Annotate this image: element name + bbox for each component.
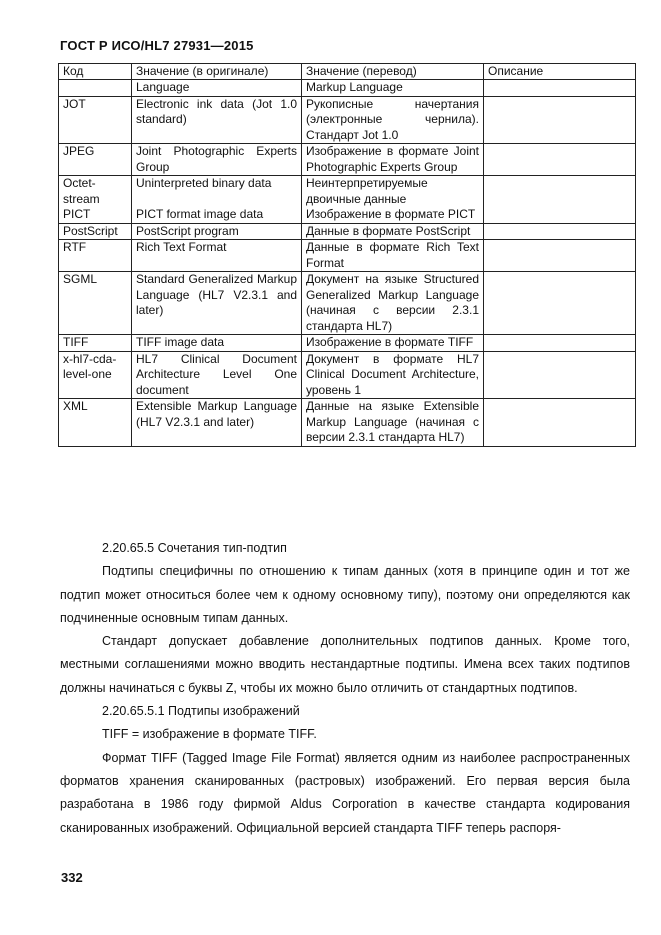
table-row (59, 144, 636, 176)
cell-code: JPEG (59, 144, 132, 176)
paragraph: TIFF = изображение в формате TIFF. (102, 727, 317, 742)
cell-code: PostScript (59, 223, 132, 240)
cell-description (484, 272, 636, 335)
section-heading: 2.20.65.5 Сочетания тип-подтип (102, 541, 287, 555)
table-row (59, 207, 636, 223)
cell-original: Electronic ink data (Jot 1.0 standard) (132, 96, 302, 144)
cell-code: PICT (59, 207, 132, 223)
table-row (59, 223, 636, 240)
cell-original: HL7 Clinical Document Architecture Level One document (132, 351, 302, 399)
page-number: 332 (61, 870, 83, 885)
table-row (59, 240, 636, 272)
cell-code: TIFF (59, 335, 132, 352)
mime-subtype-table (58, 63, 636, 447)
cell-translation: Данные в формате Rich Text Format (302, 240, 484, 272)
cell-code: SGML (59, 272, 132, 335)
body-text (60, 537, 630, 840)
cell-code: RTF (59, 240, 132, 272)
cell-description (484, 96, 636, 144)
cell-original: Uninterpreted binary data (132, 176, 302, 208)
cell-description (484, 399, 636, 447)
cell-code (59, 80, 132, 97)
cell-original: TIFF image data (132, 335, 302, 352)
table-row-continuation (59, 80, 636, 97)
subsection-heading: 2.20.65.5.1 Подтипы изображений (102, 704, 300, 719)
table-row (59, 96, 636, 144)
cell-translation: Изображение в формате Joint Photographic Experts Group (302, 144, 484, 176)
cell-code: x-hl7-cda-level-one (59, 351, 132, 399)
table-row (59, 335, 636, 352)
cell-code: XML (59, 399, 132, 447)
cell-original: Rich Text Format (132, 240, 302, 272)
cell-description (484, 80, 636, 97)
cell-translation: Изображение в формате TIFF (302, 335, 484, 352)
cell-translation: Рукописные начертания (электронные чернила). Стандарт Jot 1.0 (302, 96, 484, 144)
cell-original: PICT format image data (132, 207, 302, 223)
table-row (59, 351, 636, 399)
cell-description (484, 176, 636, 208)
cell-original: PostScript program (132, 223, 302, 240)
column-header-original: Значение (в оригинале) (132, 64, 302, 80)
cell-original: Joint Photographic Experts Group (132, 144, 302, 176)
cell-original: Language (132, 80, 302, 97)
cell-description (484, 335, 636, 352)
paragraph: Формат TIFF (Tagged Image File Format) является одним из наиболее распространенных форматов хранения сканированных (растровых) изображений. Его первая версия была разработана в 1986 году фирмой Aldus Corporation в качестве стандарта кодирования сканированных изображений. Официальной версией стандарта TIFF теперь распоря- (60, 750, 630, 835)
paragraph: Подтипы специфичны по отношению к типам данных (хотя в принципе один и тот же подтип может относиться более чем к одному основному типу), поэтому они определяются как подчиненные основным типам данных. (60, 564, 630, 625)
cell-translation: Изображение в формате PICT (302, 207, 484, 223)
cell-description (484, 144, 636, 176)
cell-description (484, 207, 636, 223)
table-header-row (59, 64, 636, 80)
cell-translation: Неинтерпретируемые двоичные данные (302, 176, 484, 208)
cell-translation: Данные на языке Extensible Markup Language (начиная с версии 2.3.1 стандарта HL7) (302, 399, 484, 447)
cell-translation: Данные в формате PostScript (302, 223, 484, 240)
cell-code: JOT (59, 96, 132, 144)
table-row (59, 399, 636, 447)
table-row (59, 176, 636, 208)
column-header-code: Код (59, 64, 132, 80)
cell-description (484, 351, 636, 399)
mime-subtype-table-container (58, 63, 635, 447)
cell-original: Standard Generalized Markup Language (HL7 V2.3.1 and later) (132, 272, 302, 335)
cell-description (484, 240, 636, 272)
paragraph: Стандарт допускает добавление дополнительных подтипов данных. Кроме того, местными соглашениями можно вводить нестандартные подтипы. Имена всех таких подтипов должны начинаться с буквы Z, чтобы их можно было отличить от стандартных подтипов. (60, 634, 630, 695)
cell-code: Octet-stream (59, 176, 132, 208)
table-row (59, 272, 636, 335)
cell-original: Extensible Markup Language (HL7 V2.3.1 and later) (132, 399, 302, 447)
cell-description (484, 223, 636, 240)
column-header-description: Описание (484, 64, 636, 80)
cell-translation: Markup Language (302, 80, 484, 97)
cell-translation: Документ в формате HL7 Clinical Document Architecture, уровень 1 (302, 351, 484, 399)
cell-translation: Документ на языке Structured Generalized Markup Language (начиная с версии 2.3.1 стандарта HL7) (302, 272, 484, 335)
document-title: ГОСТ Р ИСО/HL7 27931—2015 (60, 38, 254, 53)
column-header-translation: Значение (перевод) (302, 64, 484, 80)
